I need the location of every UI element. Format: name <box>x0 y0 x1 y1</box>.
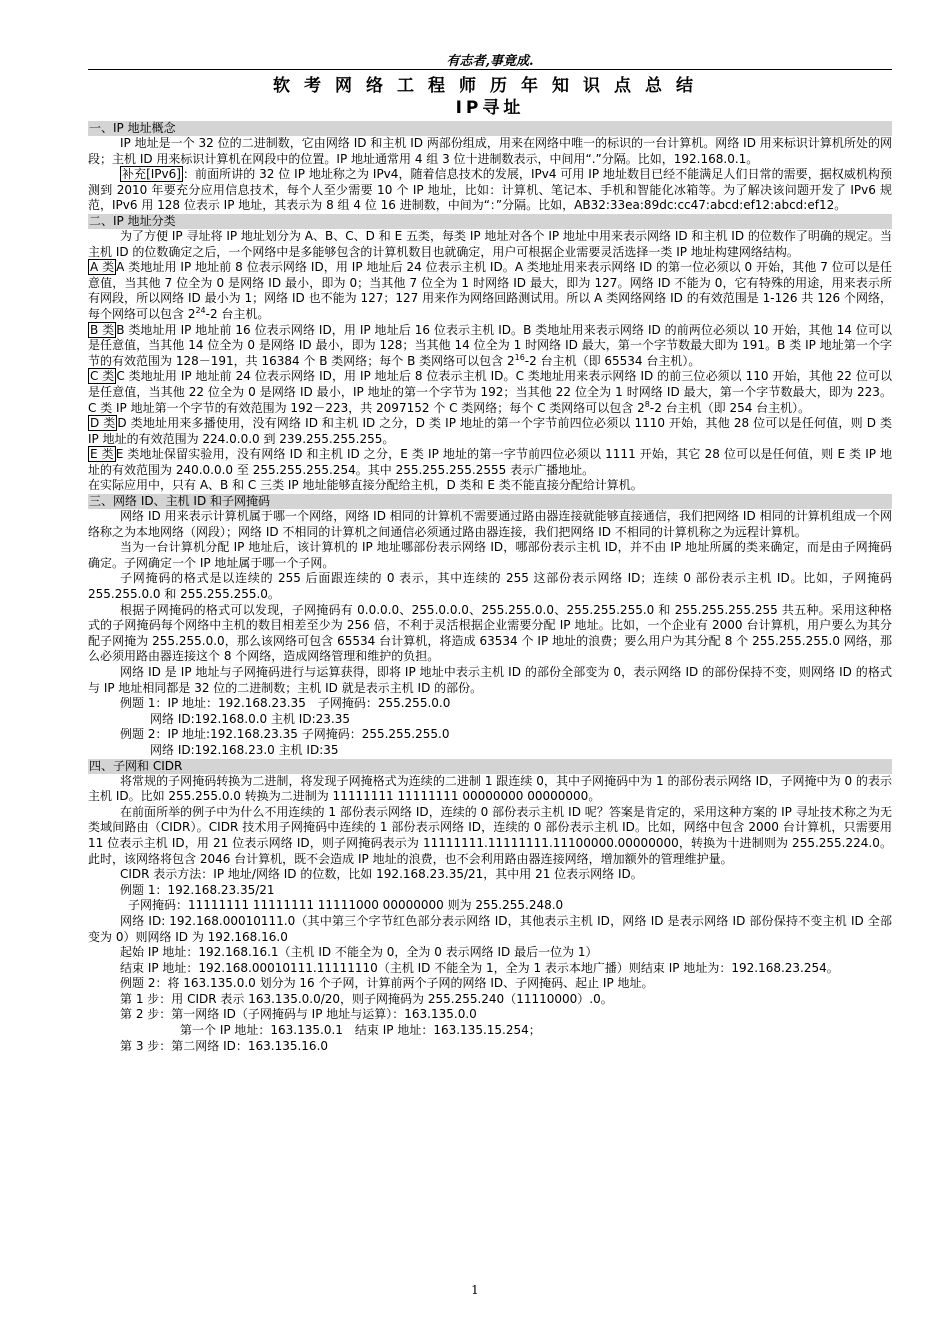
paragraph-subnet-assign: 当为一台计算机分配 IP 地址后，该计算机的 IP 地址哪部份表示网络 ID，哪部份表示主机 ID，并不由 IP 地址所属的类来确定，而是由子网掩码确定。子网确定一个 IP 地址属于哪一个子网。 <box>88 540 892 570</box>
class-a-tag: A 类 <box>90 260 115 275</box>
paragraph-class-usage: 在实际应用中，只有 A、B 和 C 三类 IP 地址能够直接分配给主机，D 类和 E 类不能直接分配给计算机。 <box>88 478 643 493</box>
paragraph-class-e <box>88 447 892 478</box>
paragraph-network-id: 网络 ID 用来表示计算机属于哪一个网络，网络 ID 相同的计算机不需要通过路由器连接就能够直接通信，我们把网络 ID 相同的计算机组成一个网络称之为本地网络（网段）；网络 ID 不相同的计算机之间通信必须通过路由器连接，我们把网络 ID 不相同的计算机称之为远程计算机。 <box>88 509 892 539</box>
class-d-tag: D 类 <box>90 416 116 431</box>
cidr-example-2-step-2-range: 第一个 IP 地址：163.135.0.1 结束 IP 地址：163.135.15.254； <box>180 1023 541 1038</box>
paragraph-class-a <box>88 260 892 322</box>
class-c-text-end: -2 台主机（即 254 台主机）。 <box>649 400 811 415</box>
class-a-exponent: 24 <box>195 305 206 315</box>
example-2-line-2: 网络 ID:192.168.23.0 主机 ID:35 <box>150 742 339 757</box>
page-subtitle: IP寻址 <box>455 98 525 118</box>
paragraph-mask-format: 子网掩码的格式是以连续的 255 后面跟连续的 0 表示，其中连续的 255 这部份表示网络 ID；连续 0 部份表示主机 ID。比如，子网掩码 255.255.0.0 和 255.255.255.0。 <box>88 571 892 602</box>
class-a-text-end: -2 台主机。 <box>205 306 270 321</box>
cidr-example-1-network: 网络 ID: 192.168.00010111.0（其中第三个字节红色部分表示网络 ID，其他表示主机 ID，网络 ID 是表示网络 ID 部份保持不变主机 ID 全部变为 0）则网络 ID 为 192.168.16.0 <box>88 913 892 944</box>
paragraph-cidr-notation: CIDR 表示方法：IP 地址/网络 ID 的位数，比如 192.168.23.35/21，其中用 21 位表示网络 ID。 <box>120 867 643 882</box>
cidr-example-2-step-2: 第 2 步：第一网络 ID（子网掩码与 IP 地址与运算）：163.135.0.0 <box>120 1007 477 1022</box>
paragraph-mask-types: 根据子网掩码的格式可以发现，子网掩码有 0.0.0.0、255.0.0.0、255.255.0.0、255.255.255.0 和 255.255.255.255 共五种。采用这种格式的子网掩码每个网络中主机的数目相差至少为 256 倍，不利于灵活根据企业需要分配 IP 地址。比如，一个企业有 2000 台计算机，用户要么为其分配子网掩为 255.255.0.0，那么该网络可包含 65534 台计算机，将造成 63534 个 IP 地址的浪费；要么用户为其分配 8 个 255.255.255.0 网络，那么必须用路由器连接这个 8 个网络，造成网络管理和维护的负担。 <box>88 602 892 664</box>
cidr-example-2: 例题 2：将 163.135.0.0 划分为 16 个子网，计算前两个子网的网络 ID、子网掩码、起止 IP 地址。 <box>120 976 654 991</box>
cidr-example-1-end: 结束 IP 地址：192.168.00010111.11111110（主机 ID 不能全为 1，全为 1 表示本地广播）则结束 IP 地址为：192.168.23.254。 <box>120 960 839 975</box>
class-b-text-end: -2 台主机（即 65534 台主机）。 <box>524 353 701 368</box>
section-heading-4: 四、子网和 CIDR <box>88 759 892 774</box>
class-c-exponent: 8 <box>644 399 650 409</box>
page-number: 1 <box>471 1283 479 1297</box>
paragraph-ipv6 <box>88 167 892 214</box>
cidr-example-1: 例题 1：192.168.23.35/21 <box>120 882 275 897</box>
class-d-text: D 类地址用来多播使用，没有网络 ID 和主机 ID 之分，D 类 IP 地址的第一个字节前四位必须以 1110 开始，其他 28 位可以是任何值，则 D 类 IP 地址的有效范围为 224.0.0.0 到 239.255.255.255。 <box>88 416 892 446</box>
page-title: 软考网络工程师历年知识点总结 <box>273 76 707 96</box>
cidr-example-2-step-1: 第 1 步：用 CIDR 表示 163.135.0.0/20，则子网掩码为 255.255.240（11110000）.0。 <box>120 991 613 1006</box>
example-1-line-1: 例题 1：IP 地址：192.168.23.35 子网掩码：255.255.0.0 <box>120 696 451 711</box>
class-b-exponent: 16 <box>514 352 525 362</box>
cidr-example-1-start: 起始 IP 地址：192.168.16.1（主机 ID 不能全为 0，全为 0 表示网络 ID 最后一位为 1） <box>120 945 598 960</box>
section-heading-2: 二、IP 地址分类 <box>88 214 892 229</box>
class-b-text: B 类地址用 IP 地址前 16 位表示网络 ID，用 IP 地址后 16 位表示主机 ID。B 类地址用来表示网络 ID 的前两位必须以 10 开始，其他 14 位可以是任意值，当其他 14 位全为 0 是网络 ID 最小，即为 128；当其他 14 位全为 1 时网络 ID 最大，第一个字节数最大即为 191。B 类 IP 地址第一个字节的有效范围为 128－191，共 16384 个 B 类网络；每个 B 类网络可以包含 2 <box>88 322 892 368</box>
class-c-text: C 类地址用 IP 地址前 24 位表示网络 ID，用 IP 地址后 8 位表示主机 ID。C 类地址用来表示网络 ID 的前三位必须以 110 开始，其他 22 位可以是任意值，当其他 22 位全为 0 是网络 ID 最小，IP 地址的第一个字节为 192；当其他 22 位全为 1 时网络 ID 最大，第一个字节数最大，即为 223。C 类 IP 地址第一个字节的有效范围为 192－223，共 2097152 个 C 类网络；每个 C 类网络可以包含 2 <box>88 369 892 415</box>
cidr-example-2-step-3: 第 3 步：第二网络 ID：163.135.16.0 <box>120 1038 329 1053</box>
cidr-example-1-mask: 子网掩码：11111111 11111111 11111000 00000000 则为 255.255.248.0 <box>128 898 564 913</box>
ipv6-text: ：前面所讲的 32 位 IP 地址称之为 IPv4，随着信息技术的发展，IPv4 可用 IP 地址数目已经不能满足人们日常的需要，据权威机构预测到 2010 年要充分应用信息技术，每个人至少需要 10 个 IP 地址，比如：计算机、笔记本、手机和智能化冰箱等。为了解决该问题开发了 IPv6 规范，IPv6 用 128 位表示 IP 地址，其表示为 8 组 4 位 16 进制数，中间为“：”分隔。比如，AB32:33ea:89dc:cc47:abcd:ef12:abcd:ef12。 <box>88 167 892 213</box>
example-2-line-1: 例题 2：IP 地址:192.168.23.35 子网掩码：255.255.255.0 <box>120 727 450 742</box>
paragraph-and-operation: 网络 ID 是 IP 地址与子网掩码进行与运算获得，即将 IP 地址中表示主机 ID 的部份全部变为 0，表示网络 ID 的部份保持不变，则网络 ID 的格式与 IP 地址相同都是 32 位的二进制数；主机 ID 就是表示主机 ID 的部份。 <box>88 665 892 695</box>
paragraph-cidr: 在前面所举的例子中为什么不用连续的 1 部份表示网络 ID，连续的 0 部份表示主机 ID 呢？答案是肯定的，采用这种方案的 IP 寻址技术称之为无类域间路由（CIDR）。CIDR 技术用子网掩码中连续的 1 部份表示网络 ID，连续的 0 部份表示主机 ID。比如，网络中包含 2000 台计算机，只需要用 11 位表示主机 ID，用 21 位表示网络 ID，则子网掩码表示为 11111111.11111111.11100000.00000000，转换为十进制则为 255.255.224.0。此时，该网络将包含 2046 台计算机，既不会造成 IP 地址的浪费，也不会利用路由器连接网络，增加额外的管理维护量。 <box>88 804 892 866</box>
example-1-line-2: 网络 ID:192.168.0.0 主机 ID:23.35 <box>150 711 350 726</box>
ipv6-tag: 补充[IPv6] <box>122 167 181 182</box>
paragraph-ip-concept: IP 地址是一个 32 位的二进制数，它由网络 ID 和主机 ID 两部份组成，用来在网络中唯一的标识的一台计算机。网络 ID 用来标识计算机所处的网段；主机 ID 用来标识计算机在网段中的位置。IP 地址通常用 4 组 3 位十进制数表示，中间用“.”分隔。比如，192.168.0.1。 <box>88 136 892 166</box>
header-motto: 有志者,事竟成. <box>446 54 534 69</box>
section-heading-1: 一、IP 地址概念 <box>88 121 892 136</box>
paragraph-binary-mask: 将常规的子网掩码转换为二进制，将发现子网掩格式为连续的二进制 1 跟连续 0，其中子网掩码中为 1 的部份表示网络 ID，子网掩中为 0 的表示主机 ID。比如 255.255.0.0 转换为二进制为 11111111 11111111 00000000 00000000。 <box>88 773 892 804</box>
document-page <box>88 50 892 1054</box>
class-e-text: E 类地址保留实验用，没有网络 ID 和主机 ID 之分，E 类 IP 地址的第一字节前四位必须以 1111 开始，其它 28 位可以是任何值，则 E 类 IP 地址的有效范围为 240.0.0.0 至 255.255.255.254。其中 255.255.255.2555 表示广播地址。 <box>88 447 892 477</box>
paragraph-class-b <box>88 323 892 370</box>
paragraph-classes-intro: 为了方便 IP 寻址将 IP 地址划分为 A、B、C、D 和 E 五类，每类 IP 地址对各个 IP 地址中用来表示网络 ID 和主机 ID 的位数作了明确的规定。当主机 ID 的位数确定之后，一个网络中是多能够包含的计算机数目也就确定，用户可根据企业需要灵活选择一类 IP 地址构建网络结构。 <box>88 228 892 259</box>
section-heading-3: 三、网络 ID、主机 ID 和子网掩码 <box>88 494 892 509</box>
class-b-tag: B 类 <box>90 322 115 337</box>
class-c-tag: C 类 <box>90 369 115 384</box>
paragraph-class-c <box>88 369 892 416</box>
header-rule <box>88 69 892 70</box>
paragraph-class-d <box>88 416 892 447</box>
class-e-tag: E 类 <box>90 447 114 462</box>
class-a-text: A 类地址用 IP 地址前 8 位表示网络 ID，用 IP 地址后 24 位表示主机 ID。A 类地址用来表示网络 ID 的第一位必须以 0 开始，其他 7 位可以是任意值，当其他 7 位全为 0 是网络 ID 最小，即为 0；当其他 7 位全为 1 时网络 ID 最大，即为 127。网络 ID 不能为 0，它有特殊的用途，用来表示所有网段，所以网络 ID 最小为 1；网络 ID 也不能为 127；127 用来作为网络回路测试用。所以 A 类网络网络 ID 的有效范围是 1-126 共 126 个网络，每个网络可以包含 2 <box>88 260 892 321</box>
